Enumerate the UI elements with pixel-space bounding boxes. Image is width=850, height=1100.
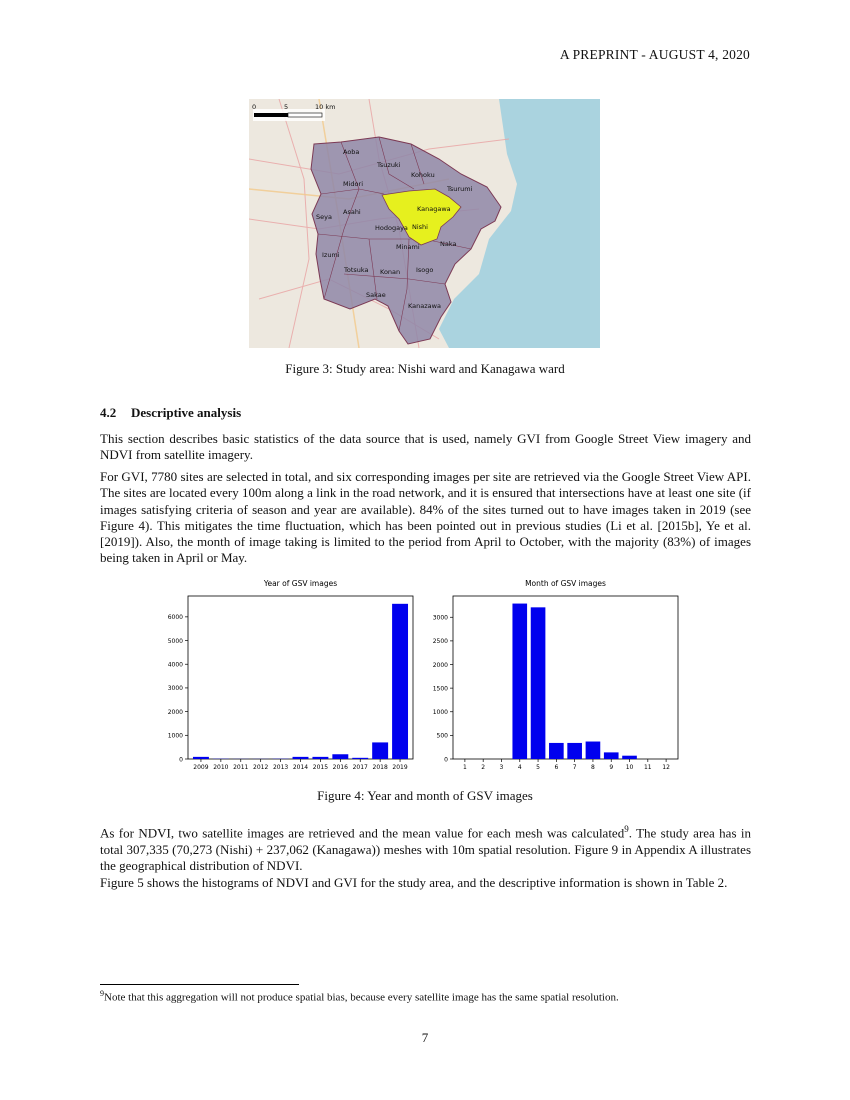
year-chart-xtick-label: 2012 bbox=[253, 764, 269, 771]
scale-label-10km: 10 km bbox=[315, 103, 336, 111]
paragraph-1: This section describes basic statistics of the data source that is used, namely GVI from Google Street View imagery and NDVI from satellite imagery. bbox=[100, 431, 751, 463]
chart-month-svg bbox=[425, 574, 685, 774]
month-chart-xtick-label: 4 bbox=[517, 764, 522, 771]
month-chart-xtick-label: 1 bbox=[462, 764, 467, 771]
year-chart-ytick-label: 1000 bbox=[167, 732, 183, 740]
section-title: Descriptive analysis bbox=[131, 405, 242, 420]
section-number: 4.2 bbox=[100, 405, 117, 420]
year-chart-ytick-label: 4000 bbox=[167, 661, 183, 669]
month-chart-xtick-label: 3 bbox=[499, 764, 504, 771]
year-chart-xtick-label: 2011 bbox=[233, 764, 249, 771]
ward-label: Kanagawa bbox=[417, 205, 451, 213]
ward-label: Hodogaya bbox=[375, 224, 408, 232]
ward-label: Isogo bbox=[416, 266, 434, 274]
month-chart-ytick-label: 2500 bbox=[432, 638, 448, 646]
paragraph-3-text-b: . The study area has in total 307,335 (70,273 (Nishi) + 237,062 (Kanagawa)) meshes with 10m spatial resolution. Figure 9 in Appendix A illustrates the geographical distribution of NDVI. bbox=[100, 825, 751, 873]
ward-label: Naka bbox=[440, 240, 457, 248]
year-chart-frame bbox=[188, 596, 413, 759]
month-chart-bar bbox=[604, 752, 619, 759]
running-head: A PREPRINT - AUGUST 4, 2020 bbox=[559, 47, 750, 62]
month-chart-xtick-label: 12 bbox=[662, 764, 670, 771]
footnote-mark: 9 bbox=[624, 824, 629, 834]
year-chart-title: Year of GSV images bbox=[263, 579, 338, 588]
chart-year-svg bbox=[160, 574, 420, 774]
month-chart-bar bbox=[622, 756, 637, 759]
study-area-map-image bbox=[249, 99, 600, 348]
scale-label-0: 0 bbox=[252, 103, 257, 111]
year-chart-ytick-label: 0 bbox=[179, 756, 183, 764]
year-chart-xtick-label: 2013 bbox=[272, 764, 289, 771]
month-chart-bar bbox=[567, 743, 582, 759]
footnote-text: Note that this aggregation will not produce spatial bias, because every satellite image has the same spatial resolution. bbox=[104, 991, 619, 1004]
ward-label: Nishi bbox=[412, 223, 428, 231]
paragraph-3 bbox=[100, 821, 751, 874]
year-chart-bar bbox=[193, 757, 209, 759]
year-chart-ytick-label: 3000 bbox=[167, 685, 183, 693]
month-chart-xtick-label: 2 bbox=[481, 764, 486, 771]
year-chart-xtick-label: 2019 bbox=[392, 764, 408, 771]
year-chart-xtick-label: 2015 bbox=[312, 764, 329, 771]
year-chart-xtick-label: 2016 bbox=[332, 764, 348, 771]
month-chart-ytick-label: 2000 bbox=[432, 661, 448, 669]
month-chart-xtick-label: 7 bbox=[572, 764, 577, 771]
scale-label-5: 5 bbox=[284, 103, 289, 111]
month-chart-bar bbox=[549, 743, 564, 759]
chart-month bbox=[425, 574, 685, 774]
section-heading bbox=[100, 405, 241, 421]
month-chart-ytick-label: 500 bbox=[436, 732, 448, 740]
ward-label: Asahi bbox=[343, 208, 361, 216]
ward-label: Totsuka bbox=[344, 266, 369, 274]
year-chart-bar bbox=[352, 758, 368, 759]
paragraph-4: Figure 5 shows the histograms of NDVI and GVI for the study area, and the descriptive information is shown in Table 2. bbox=[100, 875, 728, 890]
month-chart-bar bbox=[586, 742, 601, 759]
year-chart-xtick-label: 2018 bbox=[372, 764, 388, 771]
ward-label: Seya bbox=[316, 213, 332, 221]
ward-label: Kohoku bbox=[411, 171, 435, 179]
ward-label: Konan bbox=[380, 268, 401, 276]
figure4-caption: Figure 4: Year and month of GSV images bbox=[317, 788, 533, 803]
paragraph-2: For GVI, 7780 sites are selected in total, and six corresponding images per site are retrieved via the Google Street View API. The sites are located every 100m along a link in the road network, and it is ensured that intersections have at least one site (if images satisfying criteria of season and year are available). 84% of the sites turned out to have images taken in 2019 (see Figure 4). This mitigates the time fluctuation, which has been pointed out in previous studies (Li et al. [2015b], Ye et al. [2019]). Also, the month of image taking is limited to the period from April to October, with the majority (83%) of images being taken in April or May. bbox=[100, 469, 751, 566]
ward-label: Kanazawa bbox=[408, 302, 441, 310]
year-chart-bar bbox=[293, 757, 309, 759]
year-chart-bar bbox=[392, 604, 408, 759]
month-chart-xtick-label: 9 bbox=[609, 764, 614, 771]
paragraph-3-text-a: As for NDVI, two satellite images are retrieved and the mean value for each mesh was calculated bbox=[100, 825, 625, 841]
ward-label: Tsuzuki bbox=[377, 161, 401, 169]
footnote-number: 9 bbox=[100, 989, 104, 998]
month-chart-xtick-label: 8 bbox=[591, 764, 595, 771]
year-chart-xtick-label: 2014 bbox=[292, 764, 309, 771]
year-chart-bar bbox=[332, 754, 348, 759]
ward-label: Midori bbox=[343, 180, 363, 188]
ward-label: Aoba bbox=[343, 148, 360, 156]
footnote bbox=[100, 989, 619, 1004]
month-chart-ytick-label: 3000 bbox=[432, 614, 448, 622]
month-chart-ytick-label: 1000 bbox=[432, 709, 448, 717]
month-chart-xtick-label: 6 bbox=[554, 764, 559, 771]
year-chart-bar bbox=[372, 742, 388, 759]
month-chart-xtick-label: 10 bbox=[625, 764, 634, 771]
figure3-caption: Figure 3: Study area: Nishi ward and Kanagawa ward bbox=[285, 361, 565, 376]
chart-year bbox=[160, 574, 420, 774]
year-chart-ytick-label: 6000 bbox=[167, 614, 183, 622]
month-chart-xtick-label: 11 bbox=[643, 764, 652, 771]
month-chart-frame bbox=[453, 596, 678, 759]
month-chart-xtick-label: 5 bbox=[536, 764, 540, 771]
month-chart-bar bbox=[531, 607, 546, 759]
ward-label: Tsurumi bbox=[447, 185, 473, 193]
page-number: 7 bbox=[421, 1030, 429, 1045]
ward-label: Izumi bbox=[322, 251, 340, 259]
year-chart-bar bbox=[312, 757, 328, 759]
ward-label: Sakae bbox=[366, 291, 386, 299]
month-chart-bar bbox=[512, 604, 527, 759]
ward-label: Minami bbox=[396, 243, 420, 251]
month-chart-title: Month of GSV images bbox=[525, 579, 606, 588]
footnote-rule bbox=[100, 984, 299, 985]
month-chart-ytick-label: 0 bbox=[444, 756, 448, 764]
month-chart-ytick-label: 1500 bbox=[432, 685, 448, 693]
year-chart-ytick-label: 5000 bbox=[167, 637, 183, 645]
year-chart-xtick-label: 2009 bbox=[193, 764, 209, 771]
year-chart-ytick-label: 2000 bbox=[167, 708, 183, 716]
year-chart-xtick-label: 2017 bbox=[352, 764, 368, 771]
study-area-map bbox=[249, 99, 600, 348]
year-chart-xtick-label: 2010 bbox=[213, 764, 229, 771]
